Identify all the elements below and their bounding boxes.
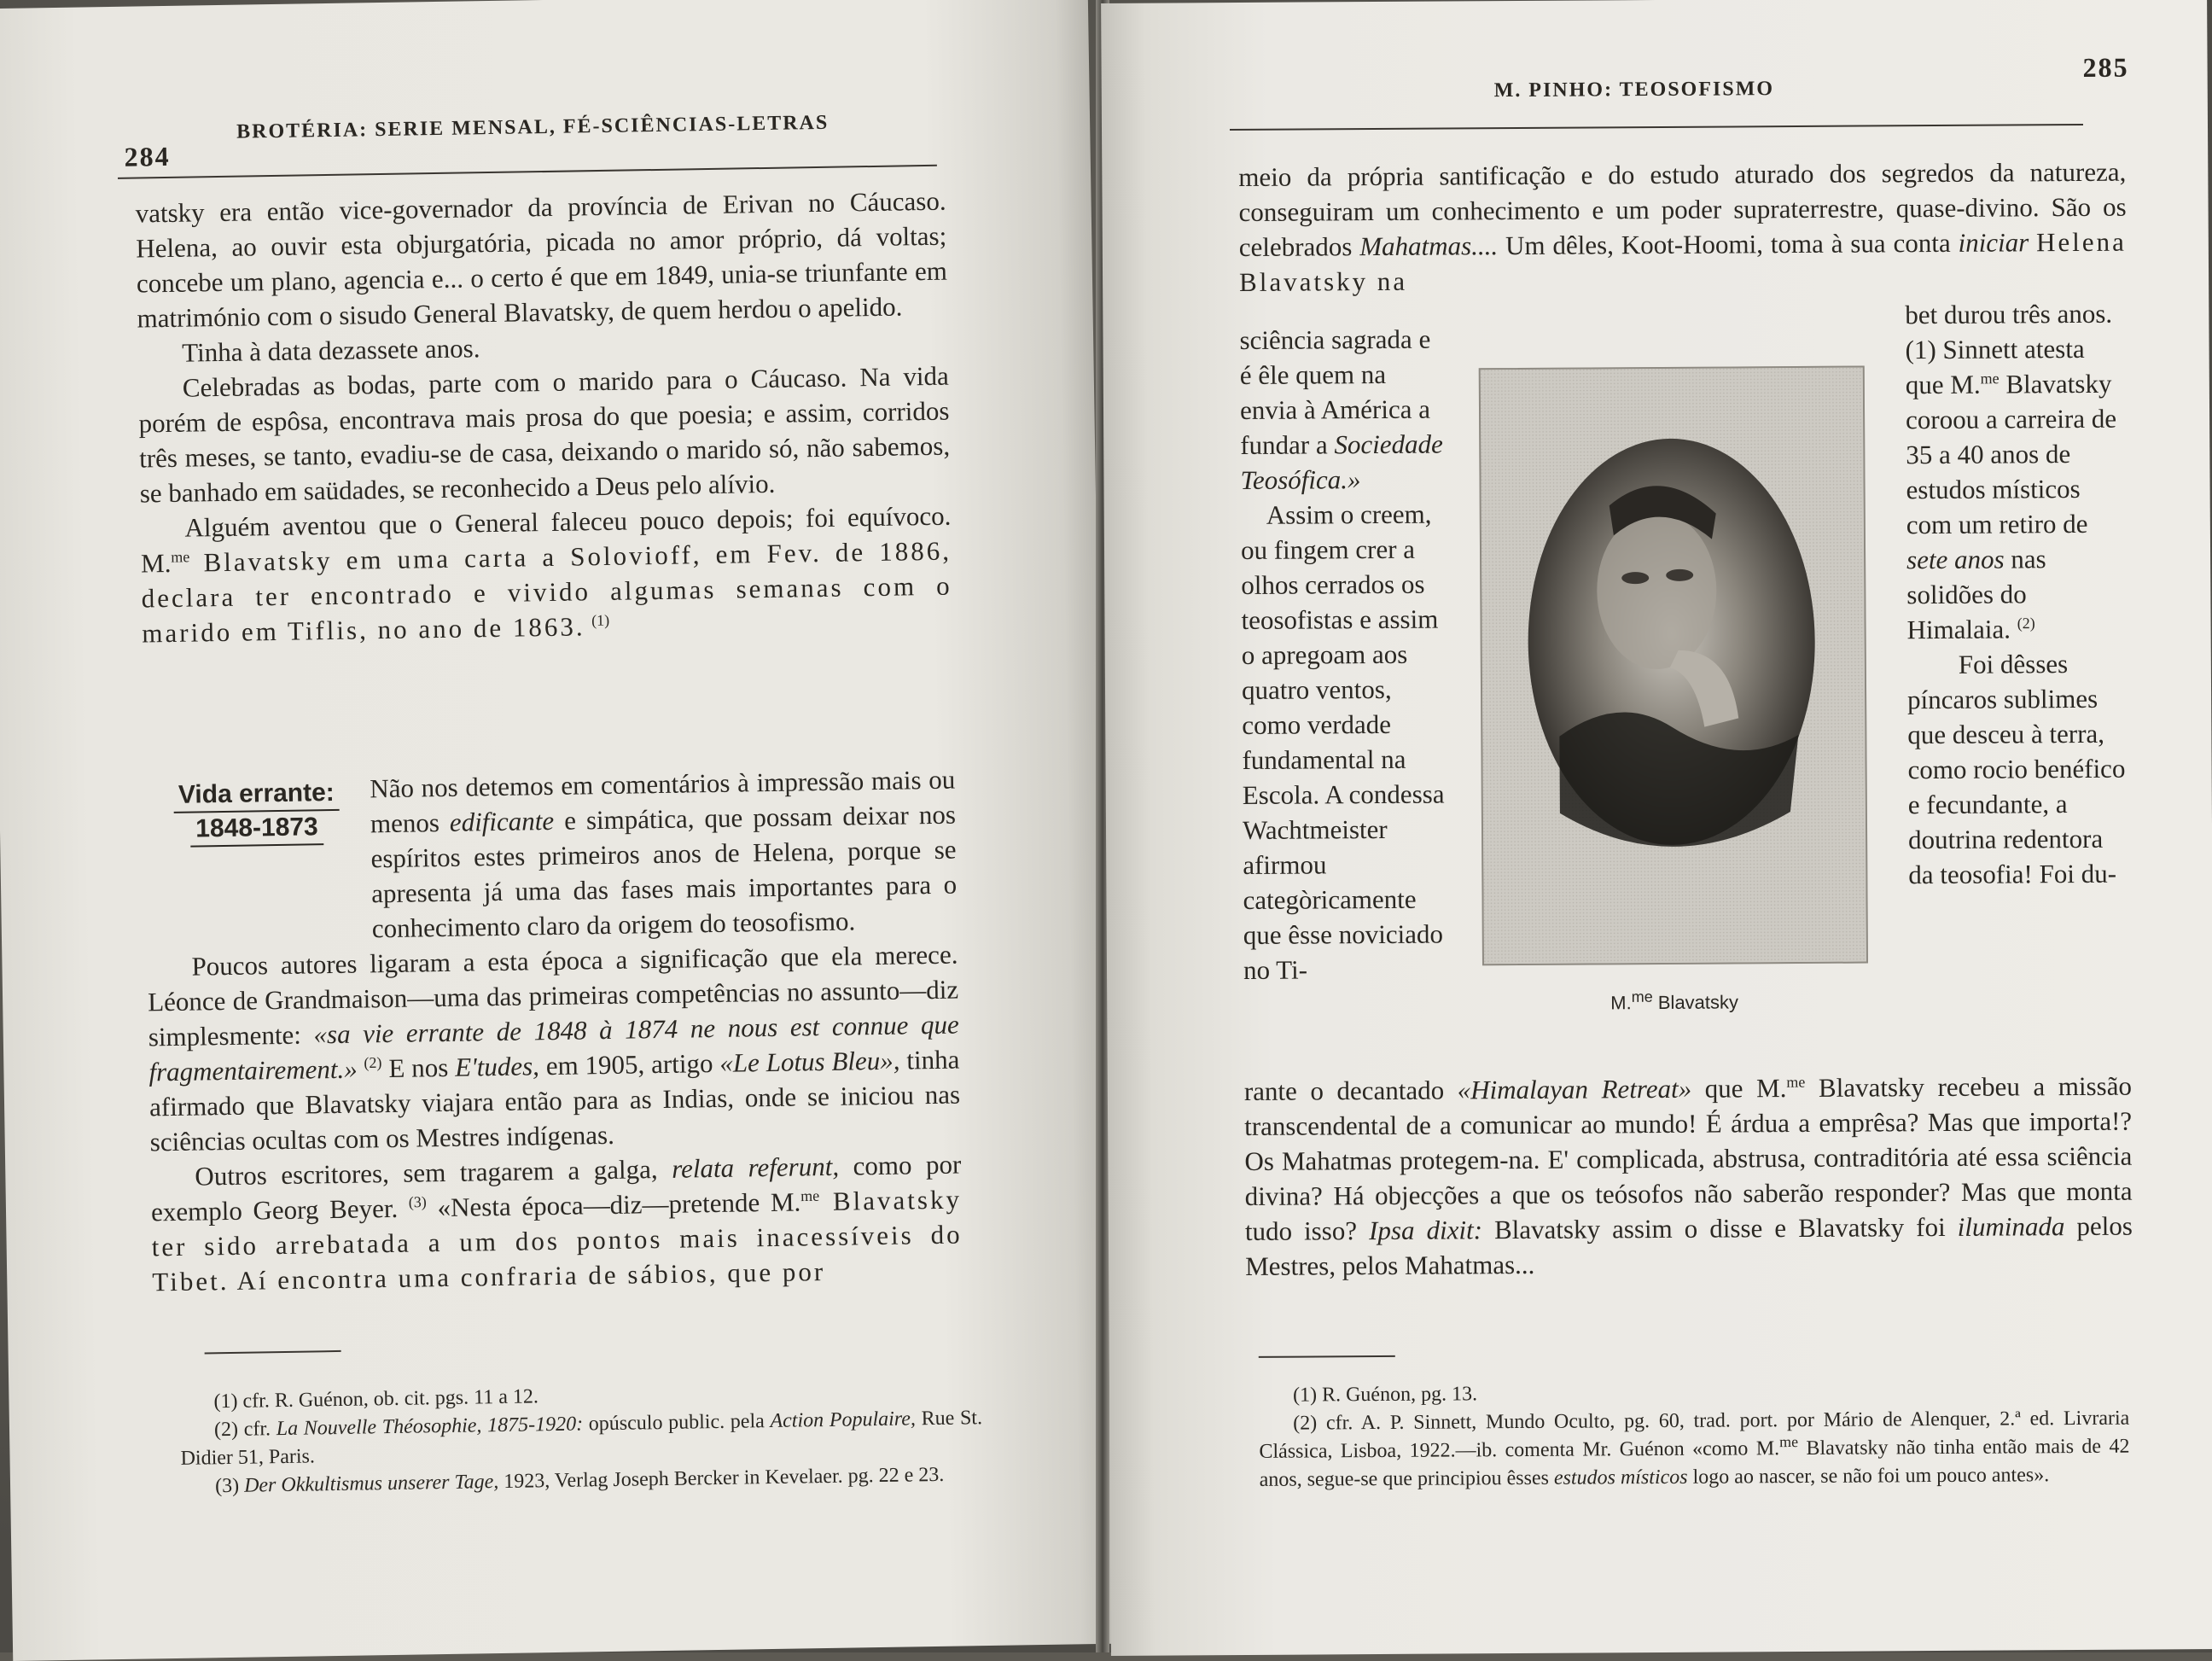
left-footnotes <box>179 1376 983 1501</box>
footnote: (1) cfr. R. Guénon, ob. cit. pgs. 11 a 12. <box>213 1385 539 1413</box>
right-footnote-rule <box>1259 1355 1395 1358</box>
footnote: (3) Der Okkultismus unserer Tage, 1923, Verlag Joseph Bercker in Kevelaer. pg. 22 e 23. <box>214 1463 945 1498</box>
right-top-text <box>1238 154 2127 300</box>
right-running-head: M. PINHO: TEOSOFISMO <box>1493 78 1775 102</box>
right-right-column <box>1905 296 2132 893</box>
paragraph: vatsky era então vice-governador da província de Erivan no Cáucaso. Helena, ao ouvir esta objurgatória, picada no amor próprio, dá voltas; concebe um plano, agencia e... o certo é que em 1849, unia-se triunfante em matrimónio com o sisudo General Blavatsky, de quem herdou o apelido. <box>135 185 948 334</box>
portrait-face <box>1597 512 1717 670</box>
portrait-caption: M.$^{me}$ Blavatsky <box>1610 988 1739 1014</box>
left-body-text-2 <box>144 762 963 1300</box>
paragraph: Foi dêsses píncaros sublimes que desceu à terra, como rocio benéfico e fecundante, a doutrina redentora da teosofia! Foi du- <box>1906 649 2126 890</box>
side-heading: Vida errante: 1848-1873 <box>149 776 364 848</box>
paragraph: bet durou três anos. (1) Sinnett atesta que M.$^{me}$ Blavatsky coroou a carreira de 35 a 40 anos de estudos místicos com um retiro de sete anos nas solidões do Himalaia. $^{(2)}$ <box>1905 298 2117 645</box>
paragraph: sciência sagrada e é êle quem na envia à América a fundar a Sociedade Teosófica.» <box>1239 323 1443 495</box>
portrait-image <box>1481 368 1866 965</box>
paragraph: Outros escritores, sem tragarem a galga, relata referunt, como por exemplo Georg Beyer. $^{(3)}$ «Nesta época—diz—pretende M.$^{me}$ Blavatsky ter sido arrebatada a um dos pontos mais inacessíveis do Tibet. Aí encontra uma confraria de sábios, que por <box>150 1149 963 1297</box>
left-body-text <box>135 184 952 651</box>
portrait-frame <box>1479 366 1868 966</box>
left-header-rule <box>118 165 937 179</box>
right-header-rule <box>1230 124 2083 131</box>
right-left-column <box>1239 322 1448 988</box>
paragraph: Poucos autores ligaram a esta época a significação que ela merece. Léonce de Grandmaison—uma das primeiras competências no assunto—diz simplesmente: «sa vie errante de 1848 à 1874 ne nous est connue que fragmentairement.» $^{(2)}$ E nos E'tudes, em 1905, artigo «Le Lotus Bleu», tinha afirmado que Blavatsky viajara então para as Indias, onde se iniciou nas sciências ocultas com os Mestres indígenas. <box>147 939 961 1157</box>
right-page <box>1101 0 2212 1656</box>
paragraph: rante o decantado «Himalayan Retreat» que M.$^{me}$ Blavatsky recebeu a missão transcendental de a comunicar ao mundo! É árdua a emprêsa? Mas que importa!? Os Mahatmas protegem-na. E' complicada, abstrusa, contraditória até essa sciência divina? Há objecções a que os teósofos não saberão responder? Mas que monta tudo isso? Ipsa dixit: Blavatsky assim o disse e Blavatsky foi iluminada pelos Mestres, pelos Mahatmas... <box>1243 1070 2133 1281</box>
left-running-head: BROTÉRIA: SERIE MENSAL, FÉ-SCIÊNCIAS-LETRAS <box>236 111 830 143</box>
right-bottom-text <box>1244 1069 2133 1284</box>
footnote: (2) cfr. A. P. Sinnett, Mundo Oculto, pg. 60, trad. port. por Mário de Alenquer, 2.ª ed. Livraria Clássica, Lisboa, 1922.—ib. comenta Mr. Guénon «como M.$^{me}$ Blavatsky não tinha então mais de 42 anos, segue-se que principiou êsses estudos místicos logo ao nascer, se não foi um pouco antes». <box>1259 1407 2130 1491</box>
paragraph: Não nos detemos em comentários à impressão mais ou menos edificante e simpática, que possam deixar nos espíritos estes primeiros anos de Helena, porque se apresenta já uma das fases mais importantes para o conhecimento claro da origem do teosofismo. <box>370 764 958 944</box>
footnote: (2) cfr. La Nouvelle Théosophie, 1875-1920: opúsculo public. pela Action Populaire, Rue St. Didier 51, Paris. <box>180 1407 983 1470</box>
paragraph: Alguém aventou que o General faleceu pouco depois; foi equívoco. M.$^{me}$ Blavatsky em uma carta a Solovioff, em Fev. de 1886, declara ter encontrado e vivido algumas semanas com o marido em Tiflis, no ano de 1863. $^{(1)}$ <box>140 500 952 649</box>
right-footnotes <box>1259 1377 2130 1495</box>
paragraph: meio da própria santificação e do estudo aturado dos segredos da natureza, conseguiram um conhecimento e um poder supraterrestre, quase-divino. São os celebrados Mahatmas.... Um dêles, Koot-Hoomi, toma à sua conta iniciar Helena Blavatsky na <box>1238 156 2127 297</box>
footnote: (1) R. Guénon, pg. 13. <box>1292 1383 1478 1407</box>
left-footnote-rule <box>205 1350 341 1355</box>
paragraph: Tinha à data dezassete anos. <box>181 333 480 368</box>
right-page-number: 285 <box>2082 51 2129 83</box>
left-page-number: 284 <box>124 140 171 172</box>
paragraph: Celebradas as bodas, parte com o marido para o Cáucaso. Na vida porém de espôsa, encontrava mais prosa do que poesia; e assim, corridos três meses, se tanto, evadiu-se de casa, deixando o marido só, não sabemos, se banhado em saüdades, se reconhecido a Deus pelo alívio. <box>138 360 951 509</box>
paragraph: Assim o creem, ou fingem crer a olhos cerrados os teosofistas e assim o apregoam aos quatro ventos, como verdade fundamental na Escola. A condessa Wachtmeister afirmou categòricamente que êsse noviciado no Ti- <box>1240 498 1445 985</box>
